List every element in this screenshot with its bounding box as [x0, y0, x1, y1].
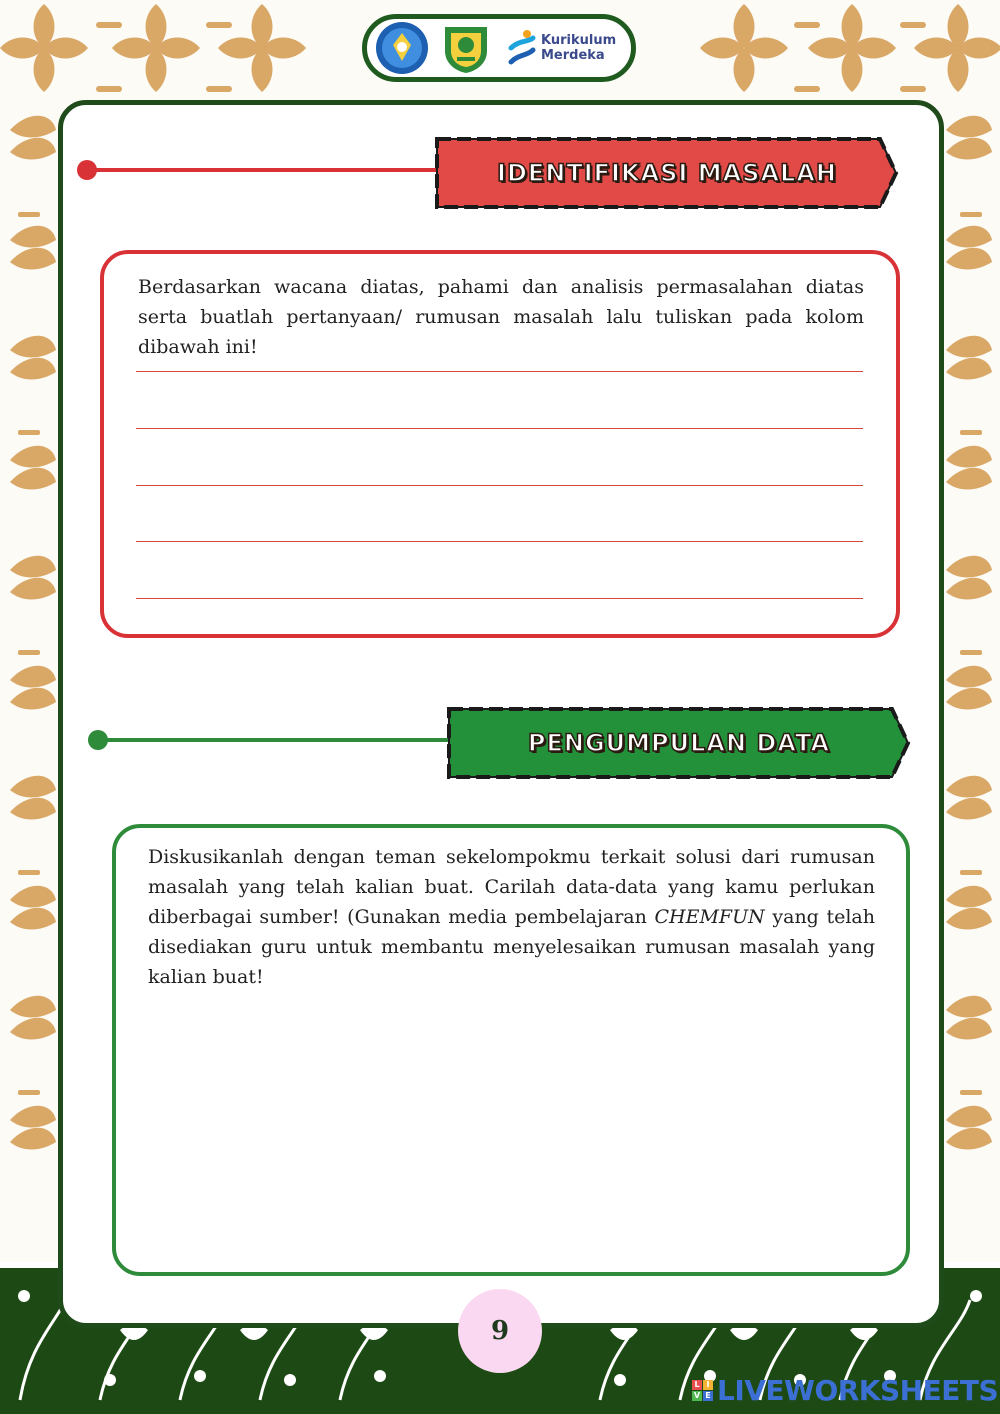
university-shield-logo: [439, 21, 493, 75]
answer-line[interactable]: [136, 371, 863, 372]
answer-line[interactable]: [136, 598, 863, 599]
pengumpulan-banner: [446, 706, 912, 780]
answer-line[interactable]: [136, 485, 863, 486]
answer-line[interactable]: [136, 428, 863, 429]
watermark-text: LIVEWORKSHEETS: [717, 1373, 999, 1407]
tut-wuri-handayani-logo: [375, 21, 429, 75]
km-line2: Merdeka: [541, 48, 605, 63]
km-mark-icon: [507, 28, 537, 68]
identifikasi-instruction: Berdasarkan wacana diatas, pahami dan analisis permasalahan diatas serta buatlah pertanyaan/ rumusan masalah lalu tuliskan pada kolom dibawah ini!: [138, 276, 864, 358]
liveworksheets-watermark: [692, 1375, 998, 1405]
instruction-part1: Diskusikanlah dengan teman sekelompokmu terkait solusi dari rumusan masalah yang telah kalian buat. Carilah data-data yang kamu perlukan diberbagai sumber! (Gunakan media pembelajaran: [148, 846, 875, 928]
chemfun-emphasis: CHEMFUN: [654, 906, 765, 928]
kurikulum-merdeka-logo: [507, 28, 616, 68]
pengumpulan-instruction: [148, 842, 875, 992]
km-line1: Kurikulum: [541, 33, 617, 48]
green-section-line: [98, 738, 450, 742]
header-logo-badge: [362, 14, 636, 82]
pengumpulan-title: PENGUMPULAN DATA: [527, 729, 831, 757]
identifikasi-banner: [434, 136, 900, 210]
instruction-part2: yang telah disediakan guru untuk membantu menyelesaikan rumusan masalah yang kalian buat!: [148, 906, 875, 988]
red-section-line: [86, 168, 442, 172]
answer-line[interactable]: [136, 541, 863, 542]
page-number: 9: [458, 1289, 542, 1373]
liveworksheets-logo-icon: L I V E: [692, 1380, 713, 1401]
identifikasi-title: IDENTIFIKASI MASALAH: [497, 159, 837, 187]
